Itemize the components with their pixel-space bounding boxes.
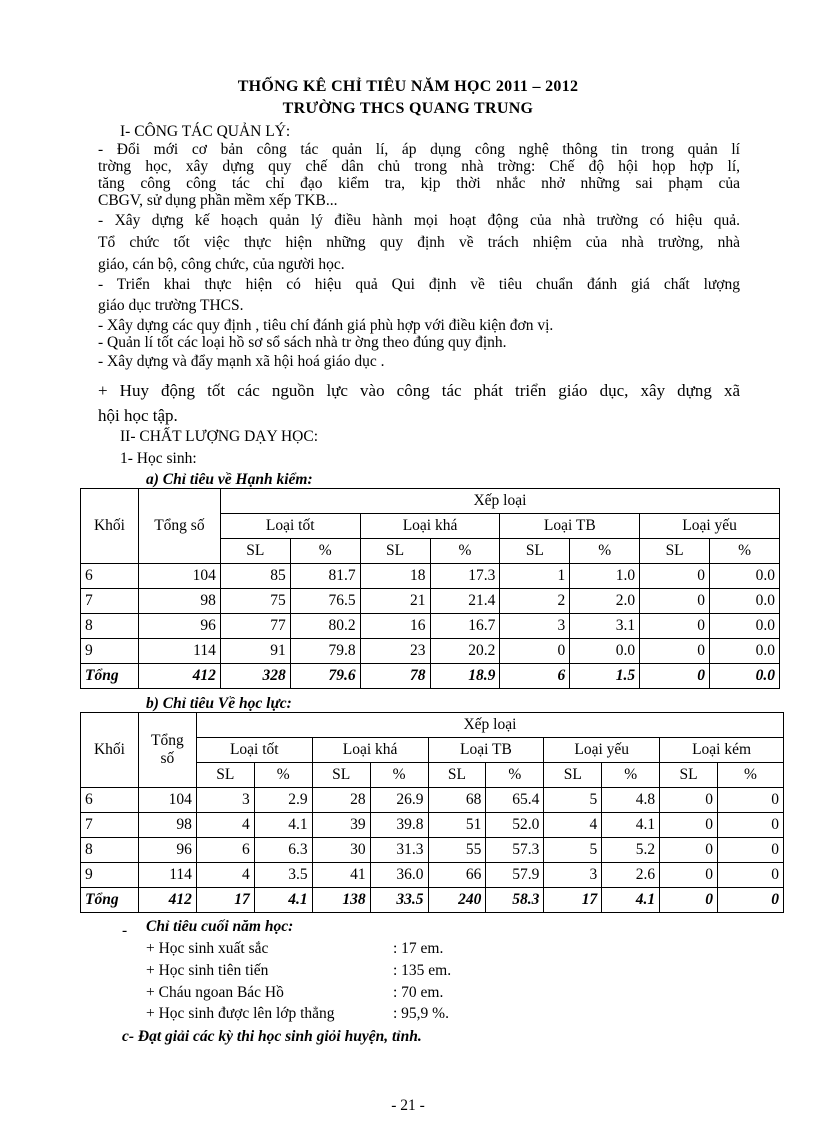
section-2-heading: II- CHẤT LƯỢNG DẠY HỌC:: [120, 428, 319, 445]
table-cell: 75: [220, 589, 290, 614]
table-header-row: [81, 489, 780, 514]
cell-khoi: 8: [81, 838, 139, 863]
table-cell: 3.5: [254, 863, 312, 888]
cell-khoi: Tổng: [81, 664, 139, 689]
table-cell: 17: [544, 888, 602, 913]
header-xep-loai: Xếp loại: [196, 713, 783, 738]
table-row: [81, 589, 780, 614]
table-cell: 18.9: [430, 664, 500, 689]
header-group: Loại TB: [428, 738, 544, 763]
table-cell: 66: [428, 863, 486, 888]
academic-table: [80, 712, 784, 913]
table-cell: 2.6: [602, 863, 660, 888]
table-cell: 2: [500, 589, 570, 614]
table-cell: 65.4: [486, 788, 544, 813]
table-cell: 0.0: [710, 589, 780, 614]
header-group: Loại khá: [312, 738, 428, 763]
table-cell: 1.0: [570, 564, 640, 589]
school-name: TRƯỜNG THCS QUANG TRUNG: [282, 100, 534, 117]
table-cell: 6: [196, 838, 254, 863]
table-cell: 4.8: [602, 788, 660, 813]
paragraph-2-line-3: giáo, cán bộ, công chức, của người học.: [98, 256, 345, 273]
header-pct: %: [290, 539, 360, 564]
header-group: Loại yếu: [640, 514, 780, 539]
table-cell: 30: [312, 838, 370, 863]
table-cell: 0: [640, 639, 710, 664]
table-cell: 4: [196, 813, 254, 838]
paragraph-7-line-1: + Huy động tốt các nguồn lực vào công tác phát triển giáo dục, xây dựng xã: [98, 381, 740, 400]
table-cell: 0: [640, 664, 710, 689]
header-khoi: Khối: [81, 489, 139, 564]
target-label: + Học sinh tiên tiến: [146, 962, 269, 979]
header-sl: SL: [660, 763, 718, 788]
table-cell: 33.5: [370, 888, 428, 913]
cell-khoi: 7: [81, 813, 139, 838]
table-cell: 79.8: [290, 639, 360, 664]
table-cell: 3.1: [570, 614, 640, 639]
target-value: : 17 em.: [393, 940, 444, 957]
table-cell: 4.1: [602, 813, 660, 838]
table-cell: 17: [196, 888, 254, 913]
table-cell: 0.0: [710, 639, 780, 664]
paragraph-1-line-2: trờng học, xây dựng quy chế dân chủ trong nhà trờng: Chế độ hội họp hợp lí,: [98, 158, 740, 175]
table-cell: 21.4: [430, 589, 500, 614]
cell-khoi: 9: [81, 863, 139, 888]
table-cell: 5: [544, 838, 602, 863]
target-label: + Học sinh được lên lớp thẳng: [146, 1005, 335, 1022]
cell-tong-so: 96: [138, 838, 196, 863]
header-sl: SL: [312, 763, 370, 788]
table-row: [81, 788, 784, 813]
document-title: THỐNG KÊ CHỈ TIÊU NĂM HỌC 2011 – 2012: [237, 78, 579, 95]
cell-tong-so: 114: [138, 863, 196, 888]
paragraph-2-line-1: - Xây dựng kế hoạch quản lý điều hành mọi hoạt động của nhà trường có hiệu quả.: [98, 212, 740, 229]
cell-tong-so: 98: [138, 813, 196, 838]
table-row: [81, 564, 780, 589]
table-cell: 51: [428, 813, 486, 838]
header-sl: SL: [428, 763, 486, 788]
header-tong-so: Tổng số: [138, 489, 220, 564]
paragraph-1-line-3: tăng công công tác chỉ đạo kiểm tra, kịp thời nhắc nhở những sai phạm của: [98, 175, 740, 192]
cell-khoi: 6: [81, 564, 139, 589]
table-cell: 3: [544, 863, 602, 888]
table-cell: 0: [660, 838, 718, 863]
header-group: Loại kém: [660, 738, 784, 763]
header-pct: %: [430, 539, 500, 564]
table-cell: 23: [360, 639, 430, 664]
table-cell: 0: [660, 813, 718, 838]
total-row: [81, 664, 780, 689]
paragraph-3-line-1: - Triển khai thực hiện có hiệu quả Qui định về tiêu chuẩn đánh giá chất lượng: [98, 276, 740, 293]
table-cell: 4.1: [254, 813, 312, 838]
cell-tong-so: 104: [138, 788, 196, 813]
cell-khoi: Tổng: [81, 888, 139, 913]
table-cell: 57.3: [486, 838, 544, 863]
target-value: : 135 em.: [393, 962, 452, 979]
table-cell: 77: [220, 614, 290, 639]
paragraph-6: - Xây dựng và đẩy mạnh xã hội hoá giáo dục .: [98, 353, 385, 370]
table-cell: 17.3: [430, 564, 500, 589]
cell-tong-so: 104: [138, 564, 220, 589]
table-cell: 0: [718, 838, 784, 863]
section-1-heading: I- CÔNG TÁC QUẢN LÝ:: [120, 123, 291, 140]
paragraph-1-line-1: - Đổi mới cơ bản công tác quản lí, áp dụng công nghệ thông tin trong quản lí: [98, 141, 740, 158]
table-cell: 31.3: [370, 838, 428, 863]
table-cell: 76.5: [290, 589, 360, 614]
section-c-heading: c- Đạt giải các kỳ thi học sinh giỏi huyện, tỉnh.: [122, 1028, 422, 1045]
table-cell: 16.7: [430, 614, 500, 639]
conduct-table-body: [81, 564, 780, 689]
table-cell: 39.8: [370, 813, 428, 838]
header-group: Loại yếu: [544, 738, 660, 763]
table-cell: 0: [640, 614, 710, 639]
header-pct: %: [254, 763, 312, 788]
table-cell: 2.9: [254, 788, 312, 813]
header-khoi: Khối: [81, 713, 139, 788]
header-pct: %: [718, 763, 784, 788]
header-xep-loai: Xếp loại: [220, 489, 779, 514]
cell-tong-so: 114: [138, 639, 220, 664]
table-cell: 0: [718, 863, 784, 888]
table-cell: 79.6: [290, 664, 360, 689]
table-cell: 81.7: [290, 564, 360, 589]
header-pct: %: [486, 763, 544, 788]
header-group: Loại khá: [360, 514, 500, 539]
table-cell: 1.5: [570, 664, 640, 689]
table-cell: 26.9: [370, 788, 428, 813]
header-sl: SL: [544, 763, 602, 788]
header-sl: SL: [640, 539, 710, 564]
header-tong-so: Tổng số: [138, 713, 196, 788]
header-group: Loại tốt: [220, 514, 360, 539]
target-value: : 95,9 %.: [393, 1005, 449, 1022]
table-cell: 6.3: [254, 838, 312, 863]
table-cell: 0: [718, 888, 784, 913]
table-cell: 4.1: [602, 888, 660, 913]
table-cell: 0: [718, 813, 784, 838]
cell-khoi: 8: [81, 614, 139, 639]
bullet-dash: -: [122, 922, 128, 939]
table-cell: 20.2: [430, 639, 500, 664]
paragraph-4: - Xây dựng các quy định , tiêu chí đánh giá phù hợp với điều kiện đơn vị.: [98, 317, 554, 334]
table-cell: 68: [428, 788, 486, 813]
page-number: - 21 -: [391, 1097, 425, 1114]
header-sl: SL: [500, 539, 570, 564]
paragraph-2-line-2: Tổ chức tốt việc thực hiện những quy định về trách nhiệm của nhà trường, nhà: [98, 234, 740, 251]
table-cell: 0: [660, 788, 718, 813]
cell-tong-so: 412: [138, 888, 196, 913]
table-cell: 55: [428, 838, 486, 863]
table-a-caption: a) Chỉ tiêu về Hạnh kiểm:: [146, 471, 313, 488]
header-pct: %: [602, 763, 660, 788]
header-sl: SL: [220, 539, 290, 564]
target-label: + Cháu ngoan Bác Hồ: [146, 984, 284, 1001]
table-cell: 3: [500, 614, 570, 639]
table-cell: 21: [360, 589, 430, 614]
table-cell: 0.0: [710, 564, 780, 589]
table-cell: 80.2: [290, 614, 360, 639]
table-cell: 36.0: [370, 863, 428, 888]
table-cell: 39: [312, 813, 370, 838]
table-cell: 138: [312, 888, 370, 913]
table-row: [81, 838, 784, 863]
table-b-caption: b) Chỉ tiêu Về học lực:: [146, 695, 292, 712]
table-cell: 52.0: [486, 813, 544, 838]
paragraph-1-line-4: CBGV, sử dụng phần mềm xếp TKB...: [98, 192, 338, 209]
header-pct: %: [710, 539, 780, 564]
table-row: [81, 813, 784, 838]
target-value: : 70 em.: [393, 984, 444, 1001]
table-cell: 4: [544, 813, 602, 838]
table-cell: 16: [360, 614, 430, 639]
academic-table-body: [81, 788, 784, 913]
table-cell: 0.0: [570, 639, 640, 664]
table-cell: 240: [428, 888, 486, 913]
target-label: + Học sinh xuất sắc: [146, 940, 269, 957]
table-cell: 0.0: [710, 614, 780, 639]
table-cell: 57.9: [486, 863, 544, 888]
table-cell: 5.2: [602, 838, 660, 863]
table-cell: 5: [544, 788, 602, 813]
table-cell: 91: [220, 639, 290, 664]
table-cell: 0: [640, 589, 710, 614]
table-cell: 85: [220, 564, 290, 589]
table-cell: 0: [640, 564, 710, 589]
cell-khoi: 9: [81, 639, 139, 664]
header-pct: %: [370, 763, 428, 788]
cell-tong-so: 98: [138, 589, 220, 614]
cell-tong-so: 96: [138, 614, 220, 639]
table-row: [81, 863, 784, 888]
table-cell: 0: [718, 788, 784, 813]
table-cell: 4.1: [254, 888, 312, 913]
paragraph-5: - Quản lí tốt các loại hồ sơ sổ sách nhà tr ờng theo đúng quy định.: [98, 334, 507, 351]
table-cell: 0.0: [710, 664, 780, 689]
table-header-row: [81, 713, 784, 738]
students-subheading: 1- Học sinh:: [120, 450, 197, 467]
conduct-table: [80, 488, 780, 689]
cell-tong-so: 412: [138, 664, 220, 689]
table-cell: 28: [312, 788, 370, 813]
header-sl: SL: [196, 763, 254, 788]
header-group: Loại tốt: [196, 738, 312, 763]
table-cell: 328: [220, 664, 290, 689]
table-cell: 0: [660, 863, 718, 888]
table-cell: 0: [660, 888, 718, 913]
table-row: [81, 614, 780, 639]
cell-khoi: 7: [81, 589, 139, 614]
total-row: [81, 888, 784, 913]
table-cell: 0: [500, 639, 570, 664]
table-cell: 3: [196, 788, 254, 813]
table-row: [81, 639, 780, 664]
header-sl: SL: [360, 539, 430, 564]
paragraph-3-line-2: giáo dục trường THCS.: [98, 297, 244, 314]
table-cell: 78: [360, 664, 430, 689]
paragraph-7-line-2: hội học tập.: [98, 406, 178, 425]
table-cell: 4: [196, 863, 254, 888]
end-targets-heading: Chỉ tiêu cuối năm học:: [146, 918, 294, 935]
table-cell: 6: [500, 664, 570, 689]
cell-khoi: 6: [81, 788, 139, 813]
header-pct: %: [570, 539, 640, 564]
header-group: Loại TB: [500, 514, 640, 539]
table-cell: 2.0: [570, 589, 640, 614]
table-cell: 58.3: [486, 888, 544, 913]
table-cell: 18: [360, 564, 430, 589]
table-cell: 41: [312, 863, 370, 888]
table-cell: 1: [500, 564, 570, 589]
